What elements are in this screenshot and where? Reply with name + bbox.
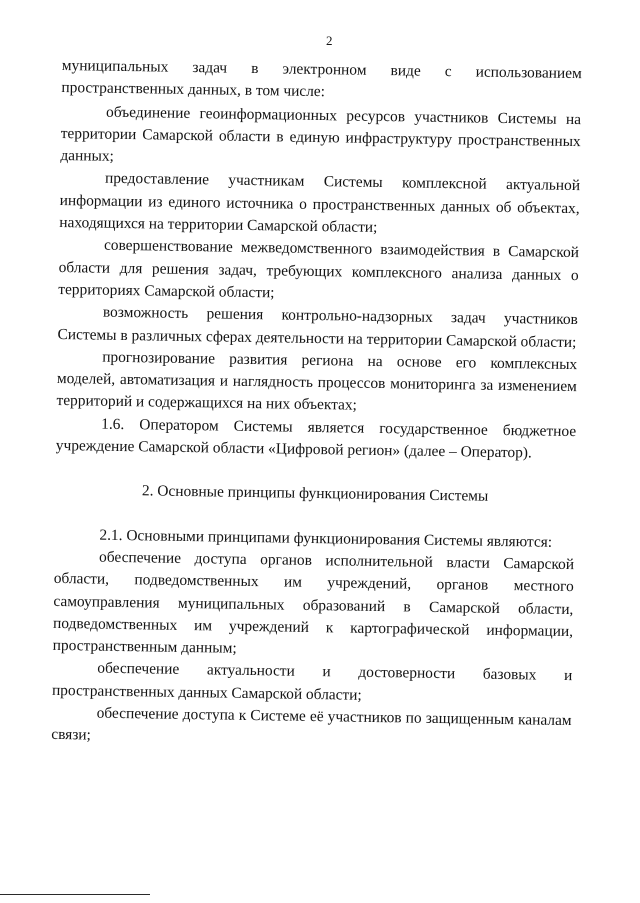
footnote-divider	[0, 894, 150, 895]
page-number: 2	[326, 33, 333, 48]
paragraph-control-tasks: возможность решения контрольно-надзорных задач участников Системы в различных сферах деятельности на территории Самарской области;	[57, 303, 579, 351]
paragraph-continuation: муниципальных задач в электронном виде с использованием пространственных данных, в том числе:	[61, 56, 582, 101]
paragraph-interagency: совершенствование межведомственного взаимодействия в Самарской области для решения задач, требующих комплексного анализа данных о территориях Самарской области;	[58, 237, 580, 302]
paragraph-info-provision: предоставление участникам Системы комплексной актуальной информации из единого источника о пространственных данных об объектах, находящихся на территории Самарской области;	[59, 170, 581, 237]
section-heading: 2. Основные принципы функционирования Системы	[141, 482, 489, 506]
paragraph-access-authorities: обеспечение доступа органов исполнительной власти Самарской области, подведомственных им учреждений, органов местного самоуправления муниципальных образований в Самарской области, подведомственных им учреждений к картографической информации, пространственным данным;	[52, 548, 575, 657]
paragraph-geo-resources: объединение геоинформационных ресурсов участников Системы на территории Самарской области в единую инфраструктуру пространственных данных;	[60, 103, 582, 166]
paragraph-data-accuracy: обеспечение актуальности и достоверности базовых и пространственных данных Самарской области;	[51, 660, 573, 704]
document-body	[51, 55, 582, 755]
paragraph-secure-channels: обеспечение доступа к Системе её участников по защищенным каналам связи;	[51, 704, 572, 744]
paragraph-principles-intro: 2.1. Основными принципами функционирования Системы являются:	[99, 526, 553, 551]
paragraph-forecasting: прогнозирование развития региона на основе его комплексных моделей, автоматизация и наглядность процессов мониторинга за изменением территорий и содержащихся на них объектах;	[56, 348, 578, 415]
paragraph-operator: 1.6. Оператором Системы является государственное бюджетное учреждение Самарской области «Цифровой регион» (далее – Оператор).	[55, 415, 577, 462]
